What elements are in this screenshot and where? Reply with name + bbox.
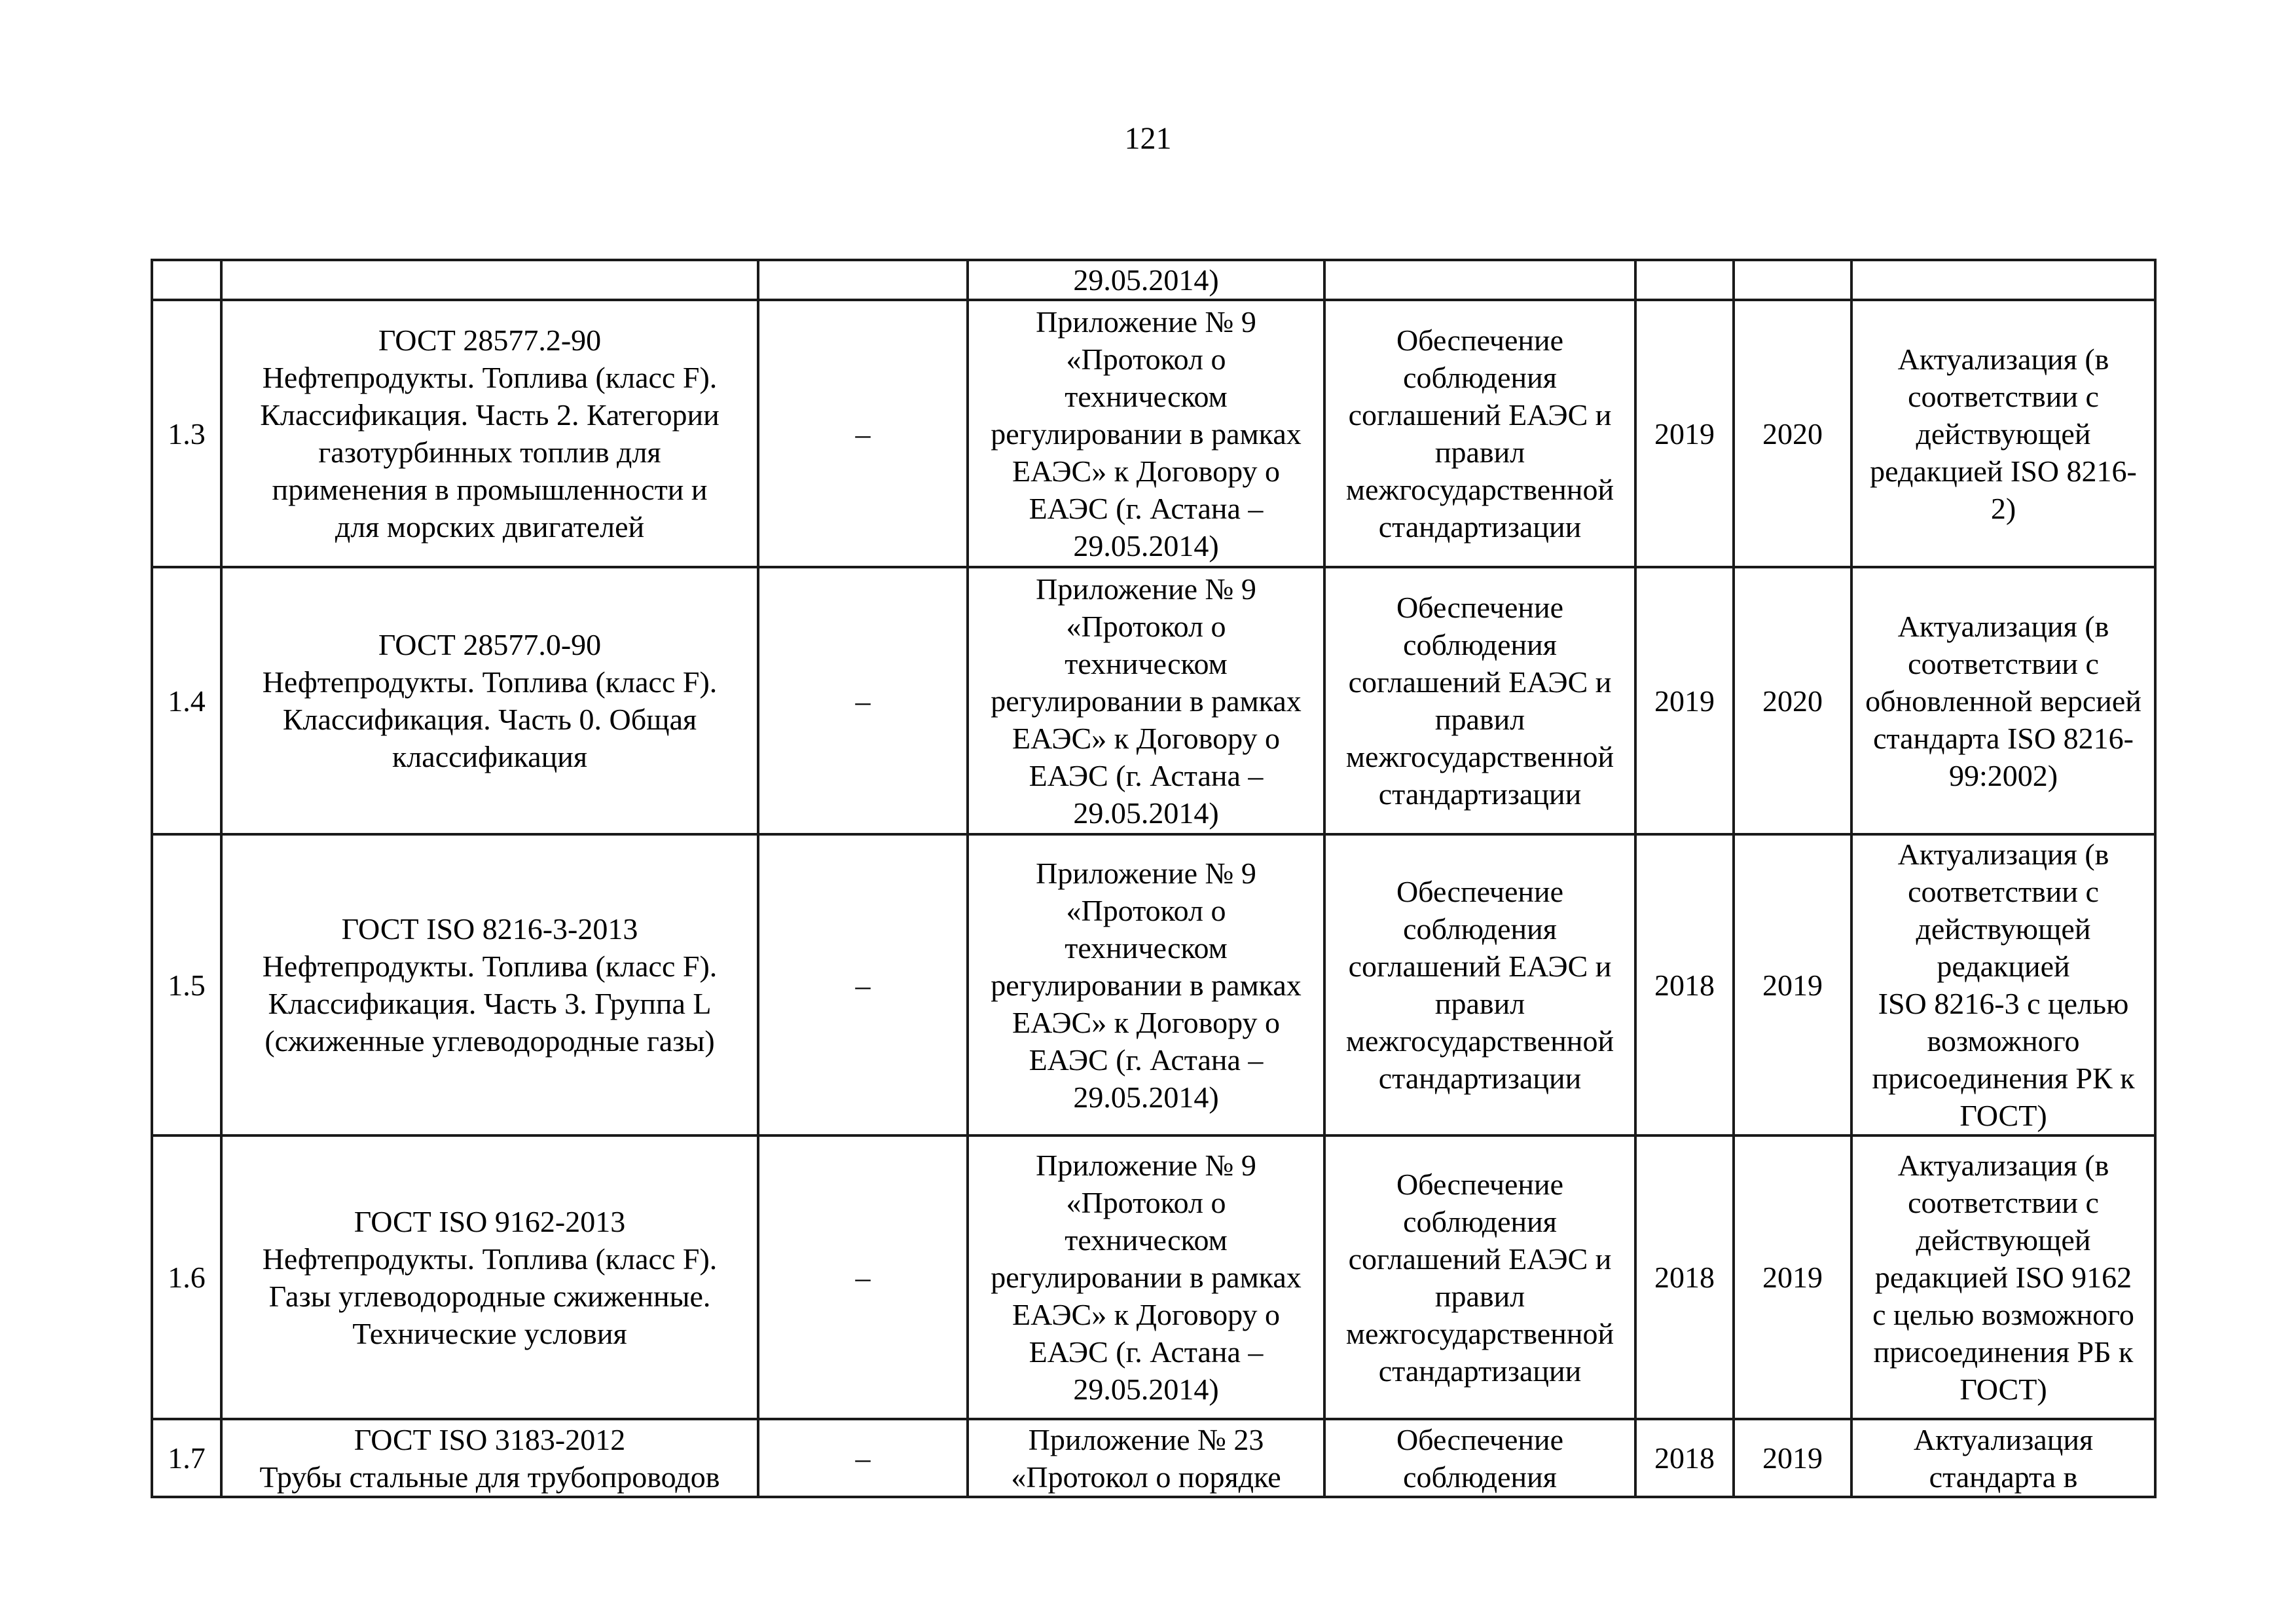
row-number: 1.4 bbox=[152, 567, 221, 834]
row-number: 1.6 bbox=[152, 1135, 221, 1419]
purpose: Обеспечение соблюдения соглашений ЕАЭС и правил межгосударственной стандартизации bbox=[1324, 567, 1635, 834]
legal-basis: Приложение № 9 «Протокол о техническом регулировании в рамках ЕАЭС» к Договору о ЕАЭС (г. Астана – 29.05.2014) bbox=[968, 300, 1324, 567]
standard-title: ГОСТ 28577.0-90 Нефтепродукты. Топлива (класс F). Классификация. Часть 0. Общая классификация bbox=[221, 567, 758, 834]
row-number: 1.5 bbox=[152, 834, 221, 1135]
end-year: 2020 bbox=[1734, 300, 1851, 567]
dash-cell: – bbox=[758, 1135, 968, 1419]
purpose: Обеспечение соблюдения соглашений ЕАЭС и правил межгосударственной стандартизации bbox=[1324, 834, 1635, 1135]
row-number: 1.3 bbox=[152, 300, 221, 567]
note: Актуализация (в соответствии с обновленной версией стандарта ISO 8216- 99:2002) bbox=[1851, 567, 2155, 834]
dash-cell: – bbox=[758, 1419, 968, 1497]
row-number: 1.7 bbox=[152, 1419, 221, 1497]
cell-note bbox=[1851, 260, 2155, 300]
standards-table bbox=[151, 259, 2157, 1498]
cell-start bbox=[1635, 260, 1734, 300]
legal-basis: Приложение № 9 «Протокол о техническом регулировании в рамках ЕАЭС» к Договору о ЕАЭС (г. Астана – 29.05.2014) bbox=[968, 834, 1324, 1135]
end-year: 2019 bbox=[1734, 834, 1851, 1135]
continuation-row bbox=[152, 260, 2155, 300]
cell-standard bbox=[221, 260, 758, 300]
table-row bbox=[152, 1419, 2155, 1497]
note: Актуализация (в соответствии с действующей редакцией ISO 9162 с целью возможного присоединения РБ к ГОСТ) bbox=[1851, 1135, 2155, 1419]
purpose: Обеспечение соблюдения bbox=[1324, 1419, 1635, 1497]
page-number: 121 bbox=[1124, 121, 1172, 156]
table-row bbox=[152, 300, 2155, 567]
table-row bbox=[152, 1135, 2155, 1419]
standard-title: ГОСТ ISO 8216-3-2013 Нефтепродукты. Топлива (класс F). Классификация. Часть 3. Группа L (сжиженные углеводородные газы) bbox=[221, 834, 758, 1135]
cell-basis: 29.05.2014) bbox=[968, 260, 1324, 300]
legal-basis: Приложение № 23 «Протокол о порядке bbox=[968, 1419, 1324, 1497]
end-year: 2019 bbox=[1734, 1135, 1851, 1419]
start-year: 2018 bbox=[1635, 1135, 1734, 1419]
start-year: 2019 bbox=[1635, 300, 1734, 567]
table-row bbox=[152, 567, 2155, 834]
end-year: 2019 bbox=[1734, 1419, 1851, 1497]
cell-no bbox=[152, 260, 221, 300]
table-row bbox=[152, 834, 2155, 1135]
standard-title: ГОСТ 28577.2-90 Нефтепродукты. Топлива (класс F). Классификация. Часть 2. Категории газотурбинных топлив для применения в промышленности и для морских двигателей bbox=[221, 300, 758, 567]
cell-purpose bbox=[1324, 260, 1635, 300]
start-year: 2019 bbox=[1635, 567, 1734, 834]
note: Актуализация (в соответствии с действующей редакцией ISO 8216-3 с целью возможного присоединения РК к ГОСТ) bbox=[1851, 834, 2155, 1135]
dash-cell: – bbox=[758, 300, 968, 567]
cell-end bbox=[1734, 260, 1851, 300]
note: Актуализация стандарта в bbox=[1851, 1419, 2155, 1497]
start-year: 2018 bbox=[1635, 1419, 1734, 1497]
note: Актуализация (в соответствии с действующей редакцией ISO 8216- 2) bbox=[1851, 300, 2155, 567]
start-year: 2018 bbox=[1635, 834, 1734, 1135]
standard-title: ГОСТ ISO 9162-2013 Нефтепродукты. Топлива (класс F). Газы углеводородные сжиженные. Технические условия bbox=[221, 1135, 758, 1419]
purpose: Обеспечение соблюдения соглашений ЕАЭС и правил межгосударственной стандартизации bbox=[1324, 300, 1635, 567]
purpose: Обеспечение соблюдения соглашений ЕАЭС и правил межгосударственной стандартизации bbox=[1324, 1135, 1635, 1419]
legal-basis: Приложение № 9 «Протокол о техническом регулировании в рамках ЕАЭС» к Договору о ЕАЭС (г. Астана – 29.05.2014) bbox=[968, 567, 1324, 834]
end-year: 2020 bbox=[1734, 567, 1851, 834]
standard-title: ГОСТ ISO 3183-2012 Трубы стальные для трубопроводов bbox=[221, 1419, 758, 1497]
dash-cell: – bbox=[758, 834, 968, 1135]
legal-basis: Приложение № 9 «Протокол о техническом регулировании в рамках ЕАЭС» к Договору о ЕАЭС (г. Астана – 29.05.2014) bbox=[968, 1135, 1324, 1419]
cell-dash bbox=[758, 260, 968, 300]
dash-cell: – bbox=[758, 567, 968, 834]
